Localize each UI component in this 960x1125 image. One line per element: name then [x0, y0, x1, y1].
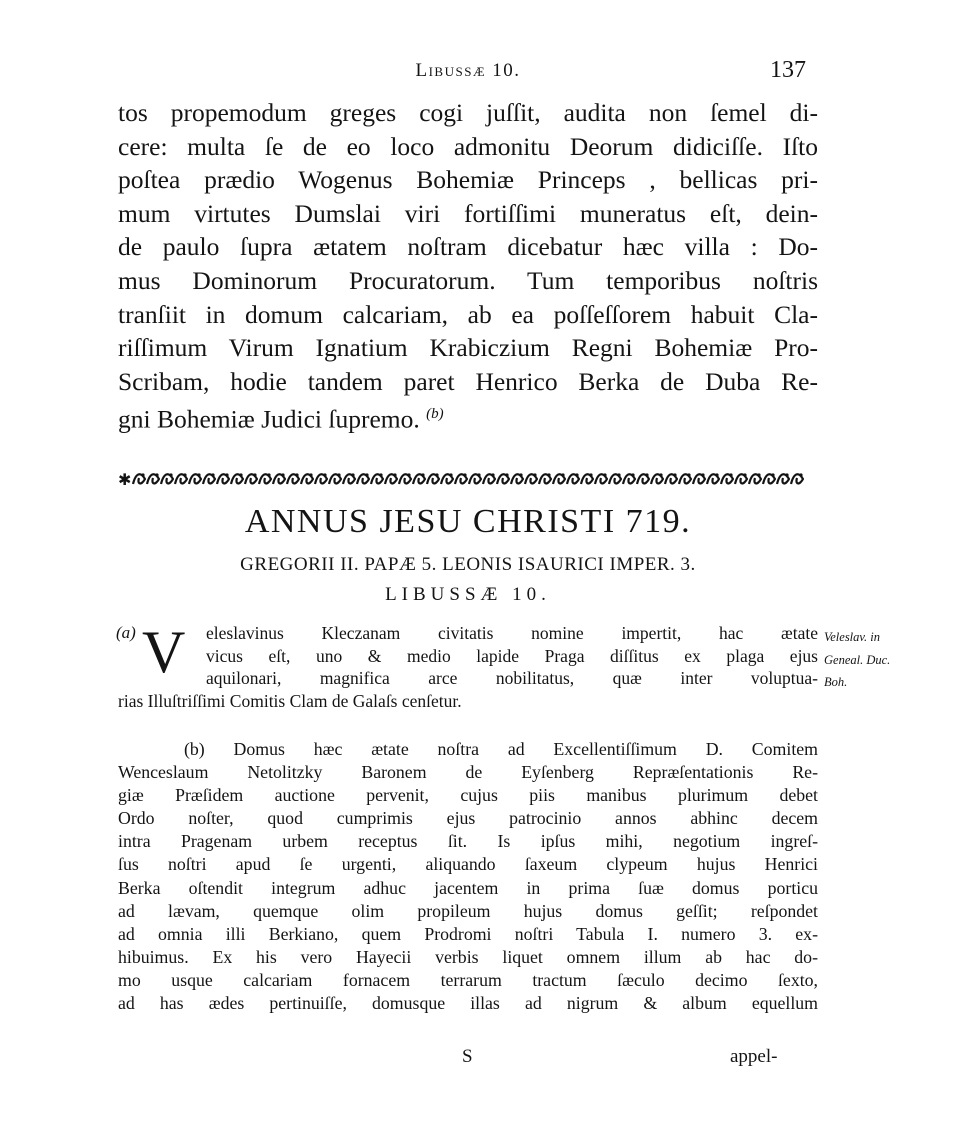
text-line: Berka oſtendit integrum adhuc jacentem in prima ſuæ domus porticu: [118, 877, 818, 898]
running-head: Libussæ 10.: [415, 60, 521, 81]
footnote-reference: (b): [426, 406, 444, 423]
paragraph-a: [116, 619, 818, 712]
page-number: 137: [770, 57, 806, 83]
main-text-block: [118, 96, 818, 436]
text-line: tos propemodum greges cogi juſſit, audita non ſemel di-: [118, 98, 818, 127]
signature-mark: S: [462, 1046, 473, 1067]
ornamental-rule: [118, 470, 808, 488]
text-line: mo usque calcariam fornacem terrarum tractum ſæculo decimo ſexto,: [118, 969, 818, 990]
marginal-note: [824, 626, 954, 694]
year-heading: ANNUS JESU CHRISTI 719.: [244, 503, 692, 540]
text-line: hibuimus. Ex his vero Hayecii verbis liquet omnem illum ab hac do-: [118, 946, 818, 967]
text-line: mus Dominorum Procuratorum. Tum temporibus noſtris: [118, 265, 818, 295]
marginal-note-line: Geneal. Duc.: [824, 652, 891, 667]
text-line: cere: multa ſe de eo loco admonitu Deorum didiciſſe. Iſto: [118, 131, 818, 161]
text-line: (b) Domus hæc ætate noſtra ad Excellentiſſimum D. Comitem: [184, 739, 818, 759]
text-line: poſtea prædio Wogenus Bohemiæ Princeps , bellicas pri-: [118, 165, 818, 195]
text-line: vicus eſt, uno & medio lapide Praga diſſitus ex plaga ejus: [206, 645, 818, 666]
text-line: ſus noſtri apud ſe urgenti, aliquando ſaxeum clypeum hujus Henrici: [118, 854, 818, 875]
libussa-heading: LIBUSSÆ 10.: [385, 584, 551, 605]
svg-text:✱: ✱: [118, 472, 132, 488]
text-line: eleslavinus Kleczanam civitatis nomine impertit, hac ætate: [206, 623, 818, 643]
text-line-content: gni Bohemiæ Judici ſupremo.: [118, 404, 420, 434]
text-line: [118, 398, 818, 436]
text-line: Ordo noſter, quod cumprimis ejus patrocinio annos abhinc decem: [118, 808, 818, 829]
catchword: appel-: [730, 1046, 778, 1067]
marginal-note-line: Veleslav. in: [824, 630, 880, 644]
text-line: Scribam, hodie tandem paret Henrico Berka de Duba Re-: [118, 366, 818, 396]
text-line: giæ Præſidem auctione pervenit, cujus piis manibus plurimum debet: [118, 785, 818, 806]
text-line: ad has ædes pertinuiſſe, domusque illas ad nigrum & album equellum: [118, 993, 818, 1014]
text-line: tranſiit in domum calcariam, ab ea poſſeſſorem habuit Cla-: [118, 299, 818, 329]
text-line: aquilonari, magnifica arce nobilitatus, quæ inter voluptua-: [206, 668, 818, 688]
marginal-note-line: Boh.: [824, 675, 848, 689]
text-line: ad omnia illi Berkiano, quem Prodromi noſtri Tabula I. numero 3. ex-: [118, 923, 818, 944]
text-line: de paulo ſupra ætatem noſtram dicebatur hæc villa : Do-: [118, 232, 818, 262]
text-line: mum virtutes Dumslai viri fortiſſimi muneratus eſt, dein-: [118, 198, 818, 228]
footnote-b: [118, 738, 818, 1015]
text-line: rias Illuſtriſſimi Comitis Clam de Galaſs cenſetur.: [118, 690, 462, 711]
text-line: riſſimum Virum Ignatium Krabiczium Regni Bohemiæ Pro-: [118, 333, 818, 363]
text-line: Wenceslaum Netolitzky Baronem de Eyſenberg Repræſentationis Re-: [118, 762, 818, 783]
paragraph-mark: (a): [116, 623, 136, 642]
text-line: intra Pragenam urbem receptus ſit. Is ipſus mihi, negotium ingreſ-: [118, 831, 818, 852]
text-line: ad lævam, quemque olim propileum hujus domus geſſit; reſpondet: [118, 900, 818, 921]
regnal-heading: GREGORII II. PAPÆ 5. LEONIS ISAURICI IMPER. 3.: [240, 554, 696, 575]
drop-cap: V: [142, 619, 186, 685]
